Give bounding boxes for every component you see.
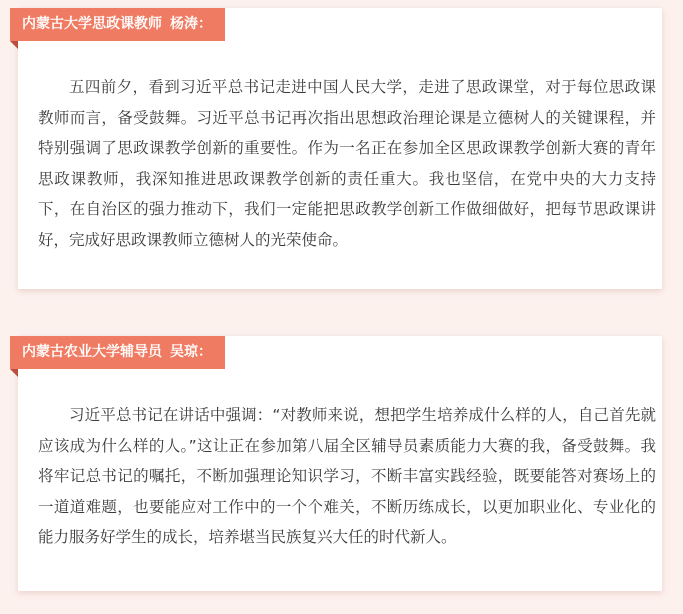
speaker-org: 内蒙古农业大学辅导员 (22, 344, 162, 360)
speaker-tag (10, 336, 225, 369)
tag-fold-decoration (10, 41, 18, 49)
quote-text: 习近平总书记在讲话中强调：“对教师来说，想把学生培养成什么样的人，自己首先就应该成为什么样的人。”这让正在参加第八届全区辅导员素质能力大赛的我，备受鼓舞。我将牢记总书记的嘱托，不断加强理论知识学习，不断丰富实践经验，既要能答对赛场上的一道道难题，也要能应对工作中的一个个难关，不断历练成长，以更加职业化、专业化的能力服务好学生的成长，培养堪当民族复兴大任的时代新人。 (38, 406, 656, 546)
speaker-name: 杨涛： (170, 16, 212, 32)
speaker-tag (10, 8, 225, 41)
speaker-org: 内蒙古大学思政课教师 (22, 16, 162, 32)
quote-card-1 (18, 8, 662, 289)
tag-fold-decoration (10, 369, 18, 377)
speaker-name: 吴琼： (170, 344, 212, 360)
quote-card-2 (18, 336, 662, 591)
quote-text: 五四前夕，看到习近平总书记走进中国人民大学，走进了思政课堂，对于每位思政课教师而言，备受鼓舞。习近平总书记再次指出思想政治理论课是立德树人的关键课程，并特别强调了思政课教学创新的重要性。作为一名正在参加全区思政课教学创新大赛的青年思政课教师，我深知推进思政课教学创新的责任重大。我也坚信，在党中央的大力支持下，在自治区的强力推动下，我们一定能把思政教学创新工作做细做好，把每节思政课讲好，完成好思政课教师立德树人的光荣使命。 (38, 78, 656, 249)
